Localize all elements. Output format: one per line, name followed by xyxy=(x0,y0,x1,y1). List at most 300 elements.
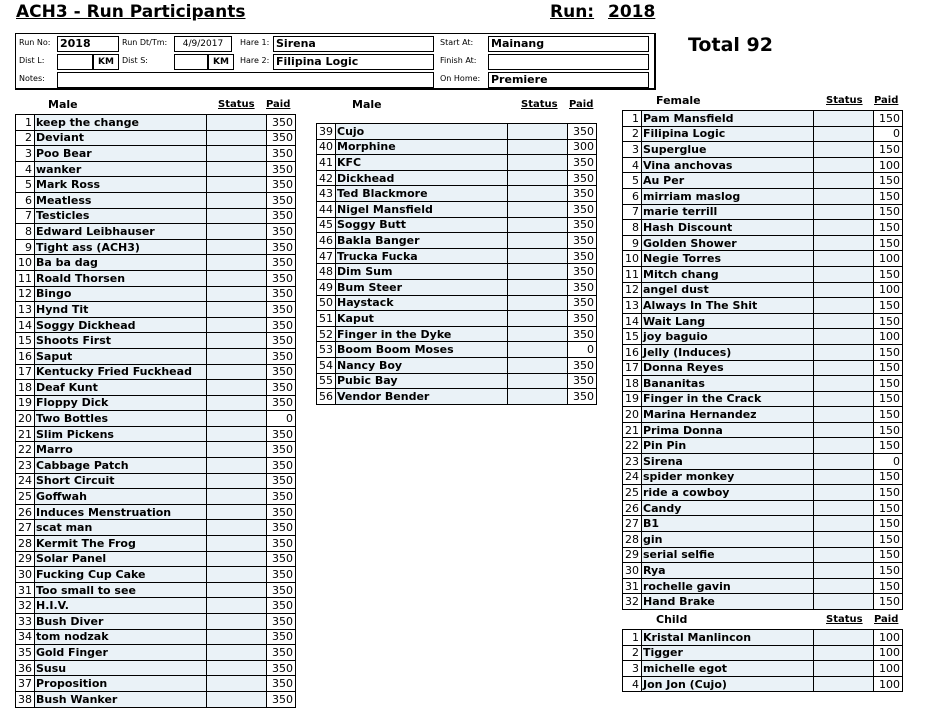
status-cell[interactable] xyxy=(207,551,267,567)
participant-name[interactable]: Roald Thorsen xyxy=(35,270,207,286)
participant-name[interactable]: tom nodzak xyxy=(35,629,207,645)
participant-name[interactable]: Cabbage Patch xyxy=(35,458,207,474)
paid-amount[interactable]: 350 xyxy=(267,115,296,131)
paid-amount[interactable]: 150 xyxy=(874,204,903,220)
paid-amount[interactable]: 300 xyxy=(568,139,597,155)
participant-name[interactable]: mirriam maslog xyxy=(642,188,814,204)
notes-field[interactable] xyxy=(57,72,434,88)
paid-amount[interactable]: 350 xyxy=(267,629,296,645)
status-cell[interactable] xyxy=(814,344,874,360)
status-cell[interactable] xyxy=(814,645,874,661)
participant-name[interactable]: gin xyxy=(642,532,814,548)
status-cell[interactable] xyxy=(508,170,568,186)
paid-amount[interactable]: 350 xyxy=(568,170,597,186)
hare2-field[interactable]: Filipina Logic xyxy=(273,54,434,70)
paid-amount[interactable]: 350 xyxy=(568,389,597,405)
status-cell[interactable] xyxy=(207,660,267,676)
participant-name[interactable]: Au Per xyxy=(642,173,814,189)
status-cell[interactable] xyxy=(508,139,568,155)
status-cell[interactable] xyxy=(508,279,568,295)
run-dt-field[interactable]: 4/9/2017 xyxy=(174,36,232,52)
paid-amount[interactable]: 350 xyxy=(267,489,296,505)
table-row xyxy=(623,661,903,677)
participant-name[interactable]: Ba ba dag xyxy=(35,255,207,271)
status-cell[interactable] xyxy=(814,220,874,236)
status-cell[interactable] xyxy=(207,286,267,302)
paid-amount[interactable]: 350 xyxy=(267,317,296,333)
status-cell[interactable] xyxy=(814,407,874,423)
status-cell[interactable] xyxy=(207,567,267,583)
paid-amount[interactable]: 0 xyxy=(568,342,597,358)
status-cell[interactable] xyxy=(207,536,267,552)
status-cell[interactable] xyxy=(207,208,267,224)
status-cell[interactable] xyxy=(814,661,874,677)
participant-name[interactable]: Hynd Tit xyxy=(35,302,207,318)
participant-name[interactable]: Bush Wanker xyxy=(35,691,207,707)
paid-amount[interactable]: 350 xyxy=(267,614,296,630)
participant-name[interactable]: Soggy Dickhead xyxy=(35,317,207,333)
paid-amount[interactable]: 150 xyxy=(874,500,903,516)
status-cell[interactable] xyxy=(207,614,267,630)
status-cell[interactable] xyxy=(207,676,267,692)
paid-amount[interactable]: 150 xyxy=(874,344,903,360)
participant-name[interactable]: Goffwah xyxy=(35,489,207,505)
participant-name[interactable]: Tigger xyxy=(642,645,814,661)
participant-name[interactable]: KFC xyxy=(336,155,508,171)
paid-amount[interactable]: 100 xyxy=(874,630,903,646)
participant-name[interactable]: Golden Shower xyxy=(642,235,814,251)
paid-amount[interactable]: 150 xyxy=(874,407,903,423)
participant-name[interactable]: Floppy Dick xyxy=(35,395,207,411)
paid-amount[interactable]: 350 xyxy=(267,177,296,193)
paid-amount[interactable]: 100 xyxy=(874,645,903,661)
paid-amount[interactable]: 350 xyxy=(267,224,296,240)
status-cell[interactable] xyxy=(814,313,874,329)
paid-amount[interactable]: 350 xyxy=(568,326,597,342)
onhome-field[interactable]: Premiere xyxy=(488,72,649,88)
participant-name[interactable]: Always In The Shit xyxy=(642,298,814,314)
paid-amount[interactable]: 350 xyxy=(267,380,296,396)
status-cell[interactable] xyxy=(207,302,267,318)
paid-amount[interactable]: 350 xyxy=(267,691,296,707)
participant-name[interactable]: serial selfie xyxy=(642,547,814,563)
status-cell[interactable] xyxy=(814,188,874,204)
participant-name[interactable]: Solar Panel xyxy=(35,551,207,567)
paid-amount[interactable]: 350 xyxy=(568,201,597,217)
participant-name[interactable]: Rya xyxy=(642,563,814,579)
paid-amount[interactable]: 350 xyxy=(267,473,296,489)
status-cell[interactable] xyxy=(814,329,874,345)
participant-name[interactable]: Too small to see xyxy=(35,582,207,598)
paid-amount[interactable]: 350 xyxy=(267,426,296,442)
status-cell[interactable] xyxy=(207,161,267,177)
paid-amount[interactable]: 150 xyxy=(874,485,903,501)
status-cell[interactable] xyxy=(814,251,874,267)
status-cell[interactable] xyxy=(207,520,267,536)
participant-name[interactable]: Pin Pin xyxy=(642,438,814,454)
participant-name[interactable]: Testicles xyxy=(35,208,207,224)
paid-amount[interactable]: 350 xyxy=(568,217,597,233)
paid-amount[interactable]: 350 xyxy=(267,458,296,474)
participant-name[interactable]: Nancy Boy xyxy=(336,357,508,373)
participant-name[interactable]: Marina Hernandez xyxy=(642,407,814,423)
participant-name[interactable]: Poo Bear xyxy=(35,146,207,162)
status-cell[interactable] xyxy=(207,224,267,240)
status-cell[interactable] xyxy=(207,146,267,162)
paid-amount[interactable]: 150 xyxy=(874,578,903,594)
participant-name[interactable]: Hash Discount xyxy=(642,220,814,236)
status-cell[interactable] xyxy=(207,582,267,598)
participant-name[interactable]: Kermit The Frog xyxy=(35,536,207,552)
status-cell[interactable] xyxy=(508,124,568,140)
paid-amount[interactable]: 100 xyxy=(874,661,903,677)
participant-name[interactable]: scat man xyxy=(35,520,207,536)
status-cell[interactable] xyxy=(207,177,267,193)
status-cell[interactable] xyxy=(207,270,267,286)
paid-amount[interactable]: 150 xyxy=(874,266,903,282)
status-cell[interactable] xyxy=(814,266,874,282)
paid-amount[interactable]: 350 xyxy=(568,295,597,311)
paid-amount[interactable]: 350 xyxy=(267,130,296,146)
paid-amount[interactable]: 150 xyxy=(874,220,903,236)
table-row xyxy=(317,139,597,155)
status-cell[interactable] xyxy=(508,186,568,202)
paid-amount[interactable]: 150 xyxy=(874,142,903,158)
participant-name[interactable]: michelle egot xyxy=(642,661,814,677)
paid-amount[interactable]: 150 xyxy=(874,594,903,610)
paid-amount[interactable]: 350 xyxy=(267,442,296,458)
row-number: 49 xyxy=(317,279,336,295)
status-cell[interactable] xyxy=(814,422,874,438)
participant-name[interactable]: Deviant xyxy=(35,130,207,146)
status-cell[interactable] xyxy=(814,438,874,454)
hare1-label: Hare 1: xyxy=(240,38,270,47)
status-cell[interactable] xyxy=(207,348,267,364)
status-cell[interactable] xyxy=(508,342,568,358)
participant-name[interactable]: Bum Steer xyxy=(336,279,508,295)
paid-amount[interactable]: 150 xyxy=(874,173,903,189)
row-number: 29 xyxy=(16,551,35,567)
participant-name[interactable]: Gold Finger xyxy=(35,645,207,661)
status-cell[interactable] xyxy=(207,598,267,614)
status-cell[interactable] xyxy=(814,563,874,579)
paid-amount[interactable]: 350 xyxy=(267,582,296,598)
paid-amount[interactable]: 350 xyxy=(267,504,296,520)
paid-amount[interactable]: 100 xyxy=(874,282,903,298)
paid-amount[interactable]: 150 xyxy=(874,532,903,548)
status-cell[interactable] xyxy=(814,235,874,251)
paid-amount[interactable]: 350 xyxy=(267,676,296,692)
paid-amount[interactable]: 350 xyxy=(267,551,296,567)
participant-name[interactable]: keep the change xyxy=(35,115,207,131)
participant-name[interactable]: Bananitas xyxy=(642,376,814,392)
status-cell[interactable] xyxy=(814,360,874,376)
participant-name[interactable]: Sirena xyxy=(642,454,814,470)
paid-amount[interactable]: 0 xyxy=(267,411,296,427)
paid-amount[interactable]: 350 xyxy=(267,364,296,380)
status-cell[interactable] xyxy=(508,217,568,233)
participant-name[interactable]: Hand Brake xyxy=(642,594,814,610)
participant-name[interactable]: Donna Reyes xyxy=(642,360,814,376)
start-field[interactable]: Mainang xyxy=(488,36,649,52)
status-cell[interactable] xyxy=(814,532,874,548)
participant-name[interactable]: Kaput xyxy=(336,311,508,327)
paid-amount[interactable]: 350 xyxy=(267,660,296,676)
paid-amount[interactable]: 150 xyxy=(874,563,903,579)
paid-amount[interactable]: 350 xyxy=(267,598,296,614)
paid-amount[interactable]: 150 xyxy=(874,391,903,407)
paid-amount[interactable]: 0 xyxy=(874,454,903,470)
status-cell[interactable] xyxy=(207,115,267,131)
row-number: 38 xyxy=(16,691,35,707)
participant-name[interactable]: B1 xyxy=(642,516,814,532)
participant-name[interactable]: Prima Donna xyxy=(642,422,814,438)
participant-name[interactable]: Slim Pickens xyxy=(35,426,207,442)
participant-name[interactable]: Bingo xyxy=(35,286,207,302)
status-cell[interactable] xyxy=(814,578,874,594)
row-number: 7 xyxy=(16,208,35,224)
participant-name[interactable]: Pam Mansfield xyxy=(642,111,814,127)
participant-name[interactable]: Dim Sum xyxy=(336,264,508,280)
status-cell[interactable] xyxy=(508,295,568,311)
status-cell[interactable] xyxy=(508,373,568,389)
paid-amount[interactable]: 350 xyxy=(568,186,597,202)
paid-amount[interactable]: 100 xyxy=(874,157,903,173)
participant-name[interactable]: Vendor Bender xyxy=(336,389,508,405)
participant-name[interactable]: Pubic Bay xyxy=(336,373,508,389)
paid-amount[interactable]: 150 xyxy=(874,438,903,454)
status-cell[interactable] xyxy=(814,111,874,127)
status-cell[interactable] xyxy=(814,157,874,173)
status-cell[interactable] xyxy=(814,204,874,220)
participant-name[interactable]: Negie Torres xyxy=(642,251,814,267)
participant-name[interactable]: Boom Boom Moses xyxy=(336,342,508,358)
status-cell[interactable] xyxy=(207,255,267,271)
paid-amount[interactable]: 100 xyxy=(874,329,903,345)
participant-name[interactable]: Shoots First xyxy=(35,333,207,349)
status-cell[interactable] xyxy=(207,691,267,707)
status-cell[interactable] xyxy=(508,248,568,264)
paid-amount[interactable]: 350 xyxy=(568,264,597,280)
participant-name[interactable]: Jelly (Induces) xyxy=(642,344,814,360)
hare1-field[interactable]: Sirena xyxy=(273,36,434,52)
participant-name[interactable]: Kristal Manlincon xyxy=(642,630,814,646)
participant-name[interactable]: Finger in the Dyke xyxy=(336,326,508,342)
status-cell[interactable] xyxy=(207,473,267,489)
female-table xyxy=(622,110,903,610)
paid-amount[interactable]: 350 xyxy=(568,373,597,389)
status-cell[interactable] xyxy=(207,458,267,474)
participant-name[interactable]: Dickhead xyxy=(336,170,508,186)
participant-name[interactable]: Soggy Butt xyxy=(336,217,508,233)
participant-name[interactable]: Deaf Kunt xyxy=(35,380,207,396)
participant-name[interactable]: Proposition xyxy=(35,676,207,692)
paid-amount[interactable]: 350 xyxy=(267,146,296,162)
status-cell[interactable] xyxy=(207,395,267,411)
participant-name[interactable]: wanker xyxy=(35,161,207,177)
dist-s-unit: KM xyxy=(208,54,234,70)
status-cell[interactable] xyxy=(207,130,267,146)
paid-amount[interactable]: 150 xyxy=(874,547,903,563)
status-cell[interactable] xyxy=(814,516,874,532)
status-cell[interactable] xyxy=(207,192,267,208)
participant-name[interactable]: Short Circuit xyxy=(35,473,207,489)
run-no-field[interactable]: 2018 xyxy=(57,36,119,52)
status-cell[interactable] xyxy=(508,357,568,373)
participant-name[interactable]: Morphine xyxy=(336,139,508,155)
participant-name[interactable]: Ted Blackmore xyxy=(336,186,508,202)
status-cell[interactable] xyxy=(814,454,874,470)
status-cell[interactable] xyxy=(814,282,874,298)
male-left-paid-header: Paid xyxy=(266,99,291,110)
participant-name[interactable]: Mark Ross xyxy=(35,177,207,193)
status-cell[interactable] xyxy=(814,298,874,314)
participant-name[interactable]: Kentucky Fried Fuckhead xyxy=(35,364,207,380)
paid-amount[interactable]: 100 xyxy=(874,251,903,267)
status-cell[interactable] xyxy=(207,364,267,380)
participant-name[interactable]: marie terrill xyxy=(642,204,814,220)
paid-amount[interactable]: 350 xyxy=(568,248,597,264)
dist-s-field[interactable] xyxy=(174,54,208,70)
paid-amount[interactable]: 350 xyxy=(267,645,296,661)
paid-amount[interactable]: 350 xyxy=(267,192,296,208)
table-row xyxy=(623,360,903,376)
paid-amount[interactable]: 0 xyxy=(874,126,903,142)
status-cell[interactable] xyxy=(508,264,568,280)
status-cell[interactable] xyxy=(814,469,874,485)
paid-amount[interactable]: 350 xyxy=(568,311,597,327)
participant-name[interactable]: Mitch chang xyxy=(642,266,814,282)
status-cell[interactable] xyxy=(508,201,568,217)
paid-amount[interactable]: 150 xyxy=(874,469,903,485)
participant-name[interactable]: Trucka Fucka xyxy=(336,248,508,264)
participant-name[interactable]: Susu xyxy=(35,660,207,676)
participant-name[interactable]: H.I.V. xyxy=(35,598,207,614)
participant-name[interactable]: Filipina Logic xyxy=(642,126,814,142)
participant-name[interactable]: Candy xyxy=(642,500,814,516)
paid-amount[interactable]: 350 xyxy=(267,520,296,536)
paid-amount[interactable]: 150 xyxy=(874,298,903,314)
participant-name[interactable]: Induces Menstruation xyxy=(35,504,207,520)
participant-name[interactable]: Superglue xyxy=(642,142,814,158)
paid-amount[interactable]: 350 xyxy=(568,124,597,140)
status-cell[interactable] xyxy=(814,594,874,610)
status-cell[interactable] xyxy=(814,500,874,516)
paid-amount[interactable]: 350 xyxy=(267,302,296,318)
paid-amount[interactable]: 350 xyxy=(568,357,597,373)
participant-name[interactable]: Finger in the Crack xyxy=(642,391,814,407)
paid-amount[interactable]: 350 xyxy=(267,239,296,255)
status-cell[interactable] xyxy=(814,142,874,158)
status-cell[interactable] xyxy=(207,442,267,458)
status-cell[interactable] xyxy=(814,485,874,501)
status-cell[interactable] xyxy=(207,629,267,645)
paid-amount[interactable]: 350 xyxy=(267,333,296,349)
paid-amount[interactable]: 350 xyxy=(267,567,296,583)
participant-name[interactable]: Nigel Mansfield xyxy=(336,201,508,217)
status-cell[interactable] xyxy=(508,311,568,327)
participant-name[interactable]: Haystack xyxy=(336,295,508,311)
paid-amount[interactable]: 100 xyxy=(874,676,903,692)
participant-name[interactable]: Meatless xyxy=(35,192,207,208)
dist-l-field[interactable] xyxy=(57,54,93,70)
participant-name[interactable]: Tight ass (ACH3) xyxy=(35,239,207,255)
status-cell[interactable] xyxy=(508,233,568,249)
start-label: Start At: xyxy=(440,38,474,47)
status-cell[interactable] xyxy=(814,376,874,392)
participant-name[interactable]: Fucking Cup Cake xyxy=(35,567,207,583)
status-cell[interactable] xyxy=(207,489,267,505)
row-number: 11 xyxy=(623,266,642,282)
status-cell[interactable] xyxy=(814,547,874,563)
paid-amount[interactable]: 150 xyxy=(874,516,903,532)
status-cell[interactable] xyxy=(207,333,267,349)
participant-name[interactable]: Cujo xyxy=(336,124,508,140)
participant-name[interactable]: Marro xyxy=(35,442,207,458)
participant-name[interactable]: Bush Diver xyxy=(35,614,207,630)
participant-name[interactable]: Saput xyxy=(35,348,207,364)
participant-name[interactable]: ride a cowboy xyxy=(642,485,814,501)
participant-name[interactable]: joy baguio xyxy=(642,329,814,345)
paid-amount[interactable]: 350 xyxy=(267,270,296,286)
status-cell[interactable] xyxy=(814,676,874,692)
paid-amount[interactable]: 150 xyxy=(874,313,903,329)
status-cell[interactable] xyxy=(814,630,874,646)
participant-name[interactable]: Wait Lang xyxy=(642,313,814,329)
paid-amount[interactable]: 150 xyxy=(874,111,903,127)
participant-name[interactable]: Jon Jon (Cujo) xyxy=(642,676,814,692)
status-cell[interactable] xyxy=(207,411,267,427)
paid-amount[interactable]: 350 xyxy=(267,161,296,177)
status-cell[interactable] xyxy=(207,426,267,442)
status-cell[interactable] xyxy=(207,380,267,396)
paid-amount[interactable]: 350 xyxy=(568,233,597,249)
paid-amount[interactable]: 350 xyxy=(267,348,296,364)
status-cell[interactable] xyxy=(207,239,267,255)
participant-name[interactable]: Edward Leibhauser xyxy=(35,224,207,240)
status-cell[interactable] xyxy=(508,389,568,405)
row-number: 54 xyxy=(317,357,336,373)
paid-amount[interactable]: 350 xyxy=(267,536,296,552)
paid-amount[interactable]: 150 xyxy=(874,376,903,392)
status-cell[interactable] xyxy=(814,173,874,189)
paid-amount[interactable]: 150 xyxy=(874,360,903,376)
participant-name[interactable]: rochelle gavin xyxy=(642,578,814,594)
participant-name[interactable]: spider monkey xyxy=(642,469,814,485)
paid-amount[interactable]: 150 xyxy=(874,235,903,251)
paid-amount[interactable]: 350 xyxy=(267,395,296,411)
status-cell[interactable] xyxy=(814,391,874,407)
paid-amount[interactable]: 150 xyxy=(874,422,903,438)
paid-amount[interactable]: 350 xyxy=(568,279,597,295)
paid-amount[interactable]: 350 xyxy=(568,155,597,171)
status-cell[interactable] xyxy=(508,326,568,342)
paid-amount[interactable]: 350 xyxy=(267,286,296,302)
status-cell[interactable] xyxy=(207,645,267,661)
paid-amount[interactable]: 350 xyxy=(267,208,296,224)
paid-amount[interactable]: 350 xyxy=(267,255,296,271)
status-cell[interactable] xyxy=(814,126,874,142)
paid-amount[interactable]: 150 xyxy=(874,188,903,204)
finish-field[interactable] xyxy=(488,54,649,70)
participant-name[interactable]: Two Bottles xyxy=(35,411,207,427)
participant-name[interactable]: Bakla Banger xyxy=(336,233,508,249)
status-cell[interactable] xyxy=(508,155,568,171)
participant-name[interactable]: angel dust xyxy=(642,282,814,298)
status-cell[interactable] xyxy=(207,317,267,333)
status-cell[interactable] xyxy=(207,504,267,520)
participant-name[interactable]: Vina anchovas xyxy=(642,157,814,173)
